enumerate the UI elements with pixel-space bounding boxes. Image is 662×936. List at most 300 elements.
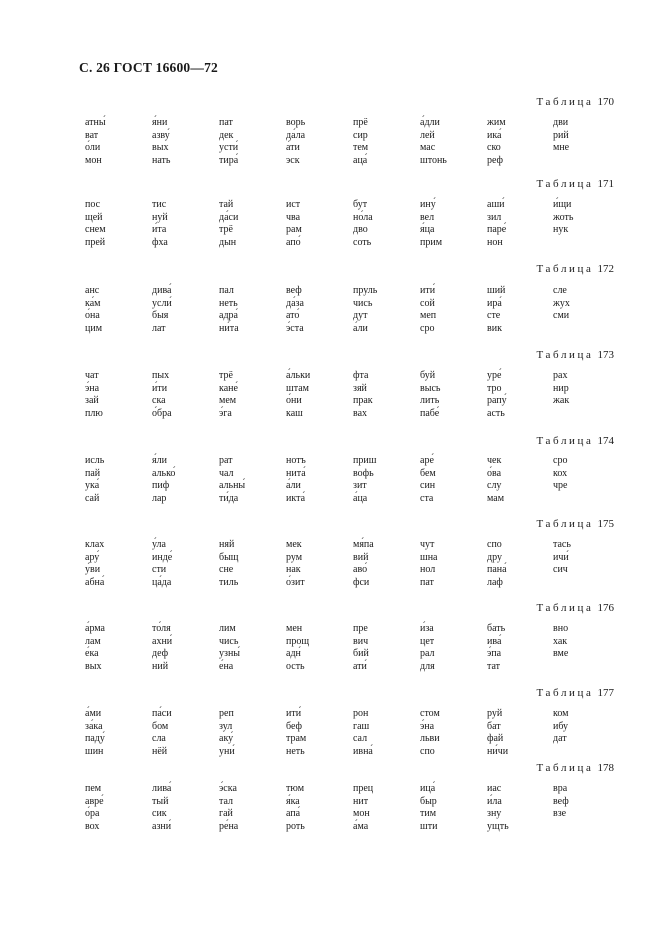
word-cell: аши́ xyxy=(487,199,505,210)
word-cell: дын xyxy=(219,236,237,248)
word-cell: бий xyxy=(353,648,369,660)
word-cell: адра́ xyxy=(219,310,238,322)
word-cell: а́ма xyxy=(353,820,369,832)
word-cell: вел xyxy=(420,211,435,223)
word-cell: ка́м xyxy=(85,297,101,309)
table-label: Таблица xyxy=(536,96,594,108)
word-cell: анс xyxy=(85,285,100,296)
word-cell: па́си xyxy=(152,708,172,719)
word-cell: плю xyxy=(85,407,103,419)
word-column xyxy=(353,199,415,249)
word-cell: ворь xyxy=(286,117,306,128)
table-title xyxy=(537,435,615,447)
word-column xyxy=(219,199,281,249)
word-cell: а́ми xyxy=(85,708,102,719)
word-cell: тюм xyxy=(286,783,305,794)
word-cell: азву́ xyxy=(152,129,170,141)
word-cell: быя xyxy=(152,310,169,322)
word-cell: аво́ xyxy=(353,564,368,576)
word-column xyxy=(152,783,214,833)
table-title xyxy=(537,518,615,530)
word-cell: ица́ xyxy=(420,783,436,794)
word-cell: сай xyxy=(85,492,100,504)
word-cell: син xyxy=(420,480,436,492)
word-cell: неть xyxy=(219,297,238,309)
word-cell: о́ни xyxy=(286,395,302,407)
word-column xyxy=(286,783,348,833)
word-cell: соть xyxy=(353,236,372,248)
table-label: Таблица xyxy=(536,435,594,447)
table-title xyxy=(537,263,615,275)
word-cell: зил xyxy=(487,211,502,223)
word-column xyxy=(85,370,147,420)
word-cell: чись xyxy=(353,297,373,309)
word-column xyxy=(420,539,482,589)
word-cell: сти xyxy=(152,564,167,576)
word-cell: асть xyxy=(487,407,505,419)
word-cell: нотъ xyxy=(286,455,306,466)
word-cell: сой xyxy=(420,297,435,309)
word-cell: трё xyxy=(219,224,233,236)
word-column xyxy=(286,285,348,335)
table-title xyxy=(537,178,615,190)
word-cell: меп xyxy=(420,310,437,322)
table-number: 177 xyxy=(597,687,614,699)
word-column xyxy=(152,455,214,505)
table-number: 171 xyxy=(597,178,614,190)
word-cell: чек xyxy=(487,455,502,466)
word-cell: лам xyxy=(85,635,101,647)
word-cell: нуй xyxy=(152,211,168,223)
word-cell: ста xyxy=(420,492,434,504)
word-column xyxy=(420,623,482,673)
word-cell: о́ли xyxy=(85,142,101,154)
word-cell: да́за xyxy=(286,297,304,309)
page-header: С. 26 ГОСТ 16600—72 xyxy=(79,60,218,75)
word-cell: бом xyxy=(152,720,169,732)
word-cell: нук xyxy=(553,224,569,236)
word-cell: дива́ xyxy=(152,285,172,296)
word-cell: сал xyxy=(353,733,368,745)
word-column xyxy=(487,370,549,420)
word-column xyxy=(286,455,348,505)
word-cell: дви xyxy=(553,117,569,128)
word-cell: уни́ xyxy=(219,745,235,757)
word-cell: ний xyxy=(152,660,169,672)
word-column xyxy=(152,117,214,167)
word-column xyxy=(353,455,415,505)
word-cell: ший xyxy=(487,285,506,296)
word-cell: рум xyxy=(286,551,303,563)
word-cell: роть xyxy=(286,820,305,832)
word-cell: чва xyxy=(286,211,301,223)
word-column xyxy=(152,708,214,758)
word-cell: нит xyxy=(353,795,369,807)
word-cell: мя́па xyxy=(353,539,374,550)
word-cell: аку́ xyxy=(219,733,234,745)
word-cell: жак xyxy=(553,395,570,407)
word-cell: дут xyxy=(353,310,368,322)
word-cell: тал xyxy=(219,795,234,807)
word-cell: фха xyxy=(152,236,168,248)
word-column xyxy=(219,783,281,833)
table-label: Таблица xyxy=(536,602,594,614)
word-cell: апо́ xyxy=(286,236,301,248)
table-number: 175 xyxy=(597,518,614,530)
word-cell: цим xyxy=(85,322,103,334)
word-cell: а́рма xyxy=(85,623,105,634)
word-column xyxy=(353,285,415,335)
word-cell: бут xyxy=(353,199,368,210)
word-cell: зяй xyxy=(353,382,367,394)
word-cell: иас xyxy=(487,783,502,794)
word-column xyxy=(553,708,615,746)
word-cell: дво xyxy=(353,224,368,236)
table-title xyxy=(537,762,615,774)
word-column xyxy=(487,285,549,335)
word-cell: шти xyxy=(420,820,438,832)
word-column xyxy=(420,285,482,335)
word-cell: эск xyxy=(286,154,300,166)
word-column xyxy=(420,199,482,249)
word-cell: неть xyxy=(286,745,305,757)
word-column xyxy=(487,708,549,758)
word-cell: паре́ xyxy=(487,224,507,236)
word-column xyxy=(553,199,615,237)
word-column xyxy=(553,539,615,577)
word-column xyxy=(219,455,281,505)
word-cell: чут xyxy=(420,539,435,550)
table-number: 173 xyxy=(597,349,614,361)
word-cell: нир xyxy=(553,382,569,394)
word-cell: ика́ xyxy=(487,129,502,141)
word-cell: мек xyxy=(286,539,302,550)
word-cell: тира́ xyxy=(219,154,239,166)
word-cell: нать xyxy=(152,154,171,166)
word-cell: рам xyxy=(286,224,302,236)
word-cell: а́ца xyxy=(353,492,368,504)
word-cell: о́на xyxy=(85,310,100,322)
word-cell: буй xyxy=(420,370,436,381)
word-cell: паду́ xyxy=(85,733,105,745)
word-cell: ско xyxy=(487,142,501,154)
word-cell: ват xyxy=(85,129,99,141)
word-cell: прак xyxy=(353,395,373,407)
word-cell: тим xyxy=(420,808,437,820)
word-cell: исль xyxy=(85,455,105,466)
word-cell: трё xyxy=(219,370,233,381)
word-cell: сич xyxy=(553,564,568,576)
word-cell: ца́да xyxy=(152,576,172,588)
word-cell: вра xyxy=(553,783,568,794)
word-cell: прец xyxy=(353,783,374,794)
word-column xyxy=(553,623,615,661)
word-cell: трам xyxy=(286,733,307,745)
word-cell: ука́ xyxy=(85,480,100,492)
word-cell: аца́ xyxy=(353,154,368,166)
word-cell: нита́ xyxy=(286,467,306,479)
word-cell: ком xyxy=(553,708,569,719)
word-column xyxy=(286,539,348,589)
word-cell: азни́ xyxy=(152,820,172,832)
word-column xyxy=(286,623,348,673)
word-cell: веф xyxy=(553,795,569,807)
word-cell: приш xyxy=(353,455,377,466)
word-cell: жоть xyxy=(553,211,574,223)
word-column xyxy=(553,117,615,155)
word-cell: э́ста xyxy=(286,322,304,334)
word-cell: вофь xyxy=(353,467,374,479)
table-label: Таблица xyxy=(536,263,594,275)
word-cell: и́ла xyxy=(487,795,502,807)
word-column xyxy=(487,783,549,833)
word-cell: мон xyxy=(353,808,370,820)
word-cell: сте xyxy=(487,310,501,322)
table-label: Таблица xyxy=(536,178,594,190)
word-cell: пана́ xyxy=(487,564,507,576)
word-cell: дат xyxy=(553,733,567,745)
word-cell: вох xyxy=(85,820,100,832)
word-column xyxy=(85,623,147,673)
word-cell: чись xyxy=(219,635,239,647)
word-column xyxy=(85,783,147,833)
word-cell: ска xyxy=(152,395,166,407)
word-cell: ичи́ xyxy=(553,551,569,563)
word-cell: прё xyxy=(353,117,368,128)
word-column xyxy=(487,623,549,673)
word-cell: чал xyxy=(219,467,234,479)
word-column xyxy=(353,783,415,833)
word-cell: лат xyxy=(152,322,166,334)
word-cell: прей xyxy=(85,236,106,248)
word-cell: о́зит xyxy=(286,576,305,588)
word-cell: а́ли xyxy=(353,322,368,334)
word-cell: е́ка xyxy=(85,648,99,660)
word-cell: о́бра xyxy=(152,407,172,419)
table-title xyxy=(537,96,615,108)
word-cell: аре́ xyxy=(420,455,434,466)
word-cell: пабе́ xyxy=(420,407,440,419)
word-column xyxy=(553,455,615,493)
word-cell: взе xyxy=(553,808,567,820)
word-cell: пай xyxy=(85,467,101,479)
word-cell: для xyxy=(420,660,435,672)
word-cell: сне xyxy=(219,564,234,576)
word-cell: дру xyxy=(487,551,502,563)
word-cell: ость xyxy=(286,660,305,672)
word-cell: о́ра xyxy=(85,808,100,820)
word-cell: фай xyxy=(487,733,504,745)
word-column xyxy=(353,708,415,758)
word-cell: ато́ xyxy=(286,310,300,322)
word-cell: щей xyxy=(85,211,103,223)
word-cell: авре́ xyxy=(85,795,104,807)
word-column xyxy=(85,708,147,758)
word-cell: пиф xyxy=(152,480,170,492)
table-number: 172 xyxy=(597,263,614,275)
word-column xyxy=(353,370,415,420)
word-cell: снем xyxy=(85,224,106,236)
word-column xyxy=(420,783,482,833)
word-cell: у́ла xyxy=(152,539,166,550)
word-cell: клах xyxy=(85,539,105,550)
word-cell: зну xyxy=(487,808,502,820)
word-cell: ахни́ xyxy=(152,635,173,647)
word-cell: фси xyxy=(353,576,370,588)
word-cell: э́на xyxy=(85,382,100,394)
word-column xyxy=(286,117,348,167)
word-cell: быр xyxy=(420,795,437,807)
word-column xyxy=(152,370,214,420)
word-cell: мам xyxy=(487,492,505,504)
word-cell: вме xyxy=(553,648,569,660)
word-column xyxy=(286,199,348,249)
word-cell: бать xyxy=(487,623,506,634)
word-cell: кох xyxy=(553,467,568,479)
table-label: Таблица xyxy=(536,349,594,361)
word-cell: бат xyxy=(487,720,501,732)
word-cell: жух xyxy=(553,297,570,309)
word-cell: стом xyxy=(420,708,440,719)
word-cell: уре́ xyxy=(487,370,502,381)
word-cell: пат xyxy=(219,117,233,128)
word-cell: лива́ xyxy=(152,783,172,794)
word-cell: сик xyxy=(152,808,167,820)
word-cell: мем xyxy=(219,395,237,407)
word-cell: чре xyxy=(553,480,568,492)
word-cell: усли́ xyxy=(152,297,172,309)
word-cell: мен xyxy=(286,623,303,634)
word-column xyxy=(85,455,147,505)
word-cell: хак xyxy=(553,635,568,647)
word-cell: лить xyxy=(420,395,440,407)
word-cell: зул xyxy=(219,720,233,732)
word-column xyxy=(487,117,549,167)
word-cell: вых xyxy=(85,660,102,672)
word-cell: узны́ xyxy=(219,648,241,660)
word-cell: ати́ xyxy=(353,660,367,672)
word-column xyxy=(553,783,615,821)
word-cell: штонь xyxy=(420,154,447,166)
word-column xyxy=(219,117,281,167)
word-cell: фта xyxy=(353,370,369,381)
word-cell: ре́на xyxy=(219,820,239,832)
word-cell: ущть xyxy=(487,820,509,832)
table-label: Таблица xyxy=(536,687,594,699)
word-cell: быщ xyxy=(219,551,239,563)
word-cell: лим xyxy=(219,623,236,634)
word-column xyxy=(152,623,214,673)
word-cell: спо xyxy=(487,539,502,550)
word-cell: реп xyxy=(219,708,234,719)
word-column xyxy=(353,623,415,673)
word-cell: а́ти xyxy=(286,142,300,154)
word-cell: э́ска xyxy=(219,783,237,794)
word-cell: ити́ xyxy=(420,285,436,296)
word-cell: инде́ xyxy=(152,551,173,563)
word-cell: цет xyxy=(420,635,435,647)
word-cell: ира́ xyxy=(487,297,502,309)
word-column xyxy=(152,285,214,335)
word-cell: тый xyxy=(152,795,169,807)
word-cell: тем xyxy=(353,142,369,154)
word-cell: вий xyxy=(353,551,369,563)
word-cell: рах xyxy=(553,370,568,381)
word-cell: абна́ xyxy=(85,576,105,588)
word-cell: я́ни xyxy=(152,117,168,128)
table-label: Таблица xyxy=(536,518,594,530)
word-cell: рат xyxy=(219,455,233,466)
word-cell: беф xyxy=(286,720,302,732)
word-cell: ибу xyxy=(553,720,569,732)
word-column xyxy=(85,117,147,167)
word-cell: сла xyxy=(152,733,166,745)
word-cell: вич xyxy=(353,635,369,647)
word-cell: рий xyxy=(553,129,569,141)
word-cell: нон xyxy=(487,236,503,248)
word-cell: ива́ xyxy=(487,635,502,647)
word-cell: льви xyxy=(420,733,440,745)
word-cell: и́та xyxy=(152,224,167,236)
word-column xyxy=(219,708,281,758)
word-cell: сми xyxy=(553,310,570,322)
word-column xyxy=(85,539,147,589)
word-cell: реф xyxy=(487,154,504,166)
word-cell: и́за xyxy=(420,623,434,634)
word-cell: лар xyxy=(152,492,167,504)
word-cell: вых xyxy=(152,142,169,154)
word-cell: апа́ xyxy=(286,808,301,820)
word-cell: адн́ xyxy=(286,648,301,660)
word-cell: зай xyxy=(85,395,99,407)
word-cell: и́щи xyxy=(553,199,572,210)
word-cell: веф xyxy=(286,285,302,296)
word-cell: пых xyxy=(152,370,170,381)
table-number: 178 xyxy=(597,762,614,774)
word-column xyxy=(219,623,281,673)
word-cell: сле xyxy=(553,285,567,296)
word-cell: пос xyxy=(85,199,101,210)
word-cell: пат xyxy=(420,576,434,588)
word-column xyxy=(420,455,482,505)
word-cell: ни́та xyxy=(219,322,239,334)
word-cell: нол xyxy=(420,564,436,576)
word-cell: прим xyxy=(420,236,443,248)
word-cell: зит xyxy=(353,480,367,492)
word-cell: тай xyxy=(219,199,234,210)
word-cell: сро xyxy=(420,322,435,334)
word-cell: тат xyxy=(487,660,501,672)
word-column xyxy=(152,539,214,589)
word-column xyxy=(553,370,615,408)
word-cell: алько́ xyxy=(152,467,176,479)
word-cell: у́ви xyxy=(85,564,101,576)
word-cell: шна xyxy=(420,551,438,563)
word-cell: прощ xyxy=(286,635,310,647)
word-cell: а́дли xyxy=(420,117,440,128)
word-cell: кане́ xyxy=(219,382,238,394)
table-title xyxy=(537,687,615,699)
word-column xyxy=(286,708,348,758)
word-cell: слу xyxy=(487,480,502,492)
word-cell: тась xyxy=(553,539,571,550)
word-cell: рон xyxy=(353,708,369,719)
word-cell: ивна́ xyxy=(353,745,373,757)
word-cell: рал xyxy=(420,648,435,660)
word-column xyxy=(487,199,549,249)
word-cell: тро xyxy=(487,382,502,394)
word-cell: а́ли xyxy=(286,480,301,492)
